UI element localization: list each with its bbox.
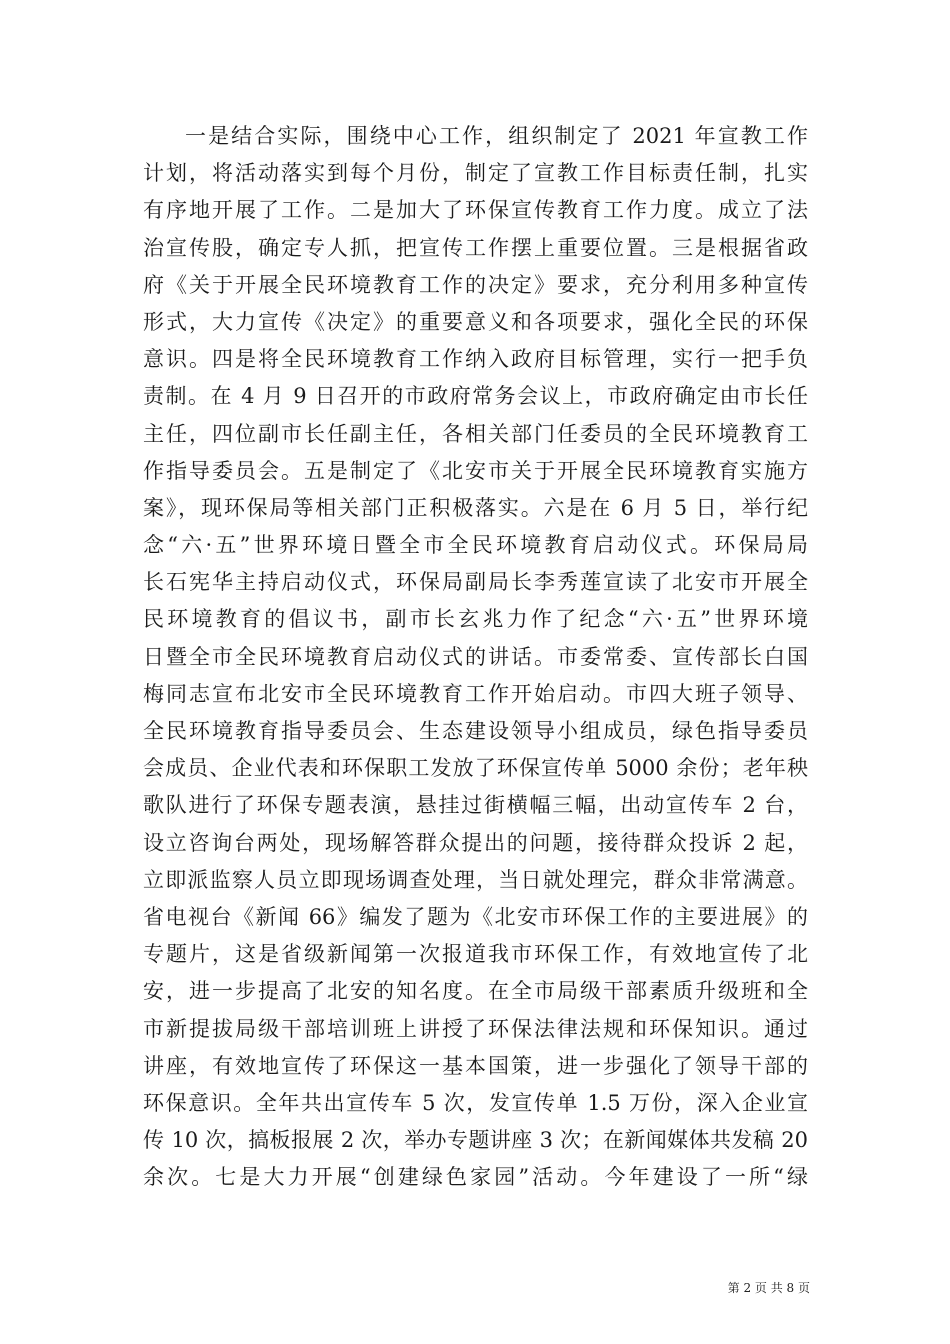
text-line: 歌队进行了环保专题表演，悬挂过街横幅三幅，出动宣传车 2 台， — [143, 793, 808, 818]
text-line: 治宣传股，确定专人抓，把宣传工作摆上重要位置。三是根据省政 — [143, 235, 808, 260]
text-line: 立即派监察人员立即现场调查处理，当日就处理完，群众非常满意。 — [143, 867, 808, 892]
text-line: 长石宪华主持启动仪式，环保局副局长李秀莲宣读了北安市开展全 — [143, 570, 808, 595]
text-line: 会成员、企业代表和环保职工发放了环保宣传单 5000 余份；老年秧 — [143, 756, 808, 781]
text-line: 日暨全市全民环境教育启动仪式的讲话。市委常委、宣传部长白国 — [143, 644, 808, 669]
text-line: 市新提拔局级干部培训班上讲授了环保法律法规和环保知识。通过 — [143, 1016, 808, 1041]
text-line: 计划，将活动落实到每个月份，制定了宣教工作目标责任制，扎实 — [143, 161, 808, 186]
text-line: 形式，大力宣传《决定》的重要意义和各项要求，强化全民的环保 — [143, 309, 808, 334]
text-line: 设立咨询台两处，现场解答群众提出的问题，接待群众投诉 2 起， — [143, 830, 808, 855]
text-line: 讲座，有效地宣传了环保这一基本国策，进一步强化了领导干部的 — [143, 1053, 808, 1078]
text-line: 主任，四位副市长任副主任，各相关部门任委员的全民环境教育工 — [143, 421, 808, 446]
text-line: 责制。在 4 月 9 日召开的市政府常务会议上，市政府确定由市长任 — [143, 384, 808, 409]
text-line: 一是结合实际，围绕中心工作，组织制定了 2021 年宣教工作 — [185, 124, 808, 148]
text-line: 念“六·五”世界环境日暨全市全民环境教育启动仪式。环保局局 — [143, 533, 808, 558]
text-line: 安，进一步提高了北安的知名度。在全市局级干部素质升级班和全 — [143, 979, 808, 1004]
text-line: 案》，现环保局等相关部门正积极落实。六是在 6 月 5 日，举行纪 — [143, 495, 808, 520]
text-line: 府《关于开展全民环境教育工作的决定》要求，充分利用多种宣传 — [143, 272, 808, 297]
body-paragraph — [143, 118, 808, 1196]
text-line: 环保意识。全年共出宣传车 5 次，发宣传单 1.5 万份，深入企业宣 — [143, 1090, 808, 1115]
text-line: 梅同志宣布北安市全民环境教育工作开始启动。市四大班子领导、 — [143, 681, 808, 706]
text-line: 民环境教育的倡议书，副市长玄兆力作了纪念“六·五”世界环境 — [143, 607, 808, 632]
text-line: 传 10 次，搞板报展 2 次，举办专题讲座 3 次；在新闻媒体共发稿 20 — [143, 1128, 808, 1153]
page-number-footer: 第 2 页 共 8 页 — [727, 1281, 810, 1295]
text-line: 有序地开展了工作。二是加大了环保宣传教育工作力度。成立了法 — [143, 198, 808, 223]
text-line: 省电视台《新闻 66》编发了题为《北安市环保工作的主要进展》的 — [143, 904, 808, 929]
text-line: 全民环境教育指导委员会、生态建设领导小组成员，绿色指导委员 — [143, 719, 808, 743]
text-line: 专题片，这是省级新闻第一次报道我市环保工作，有效地宣传了北 — [143, 942, 808, 967]
text-line: 作指导委员会。五是制定了《北安市关于开展全民环境教育实施方 — [143, 458, 808, 483]
text-line: 余次。七是大力开展“创建绿色家园”活动。今年建设了一所“绿 — [143, 1165, 808, 1190]
text-line: 意识。四是将全民环境教育工作纳入政府目标管理，实行一把手负 — [143, 347, 808, 372]
